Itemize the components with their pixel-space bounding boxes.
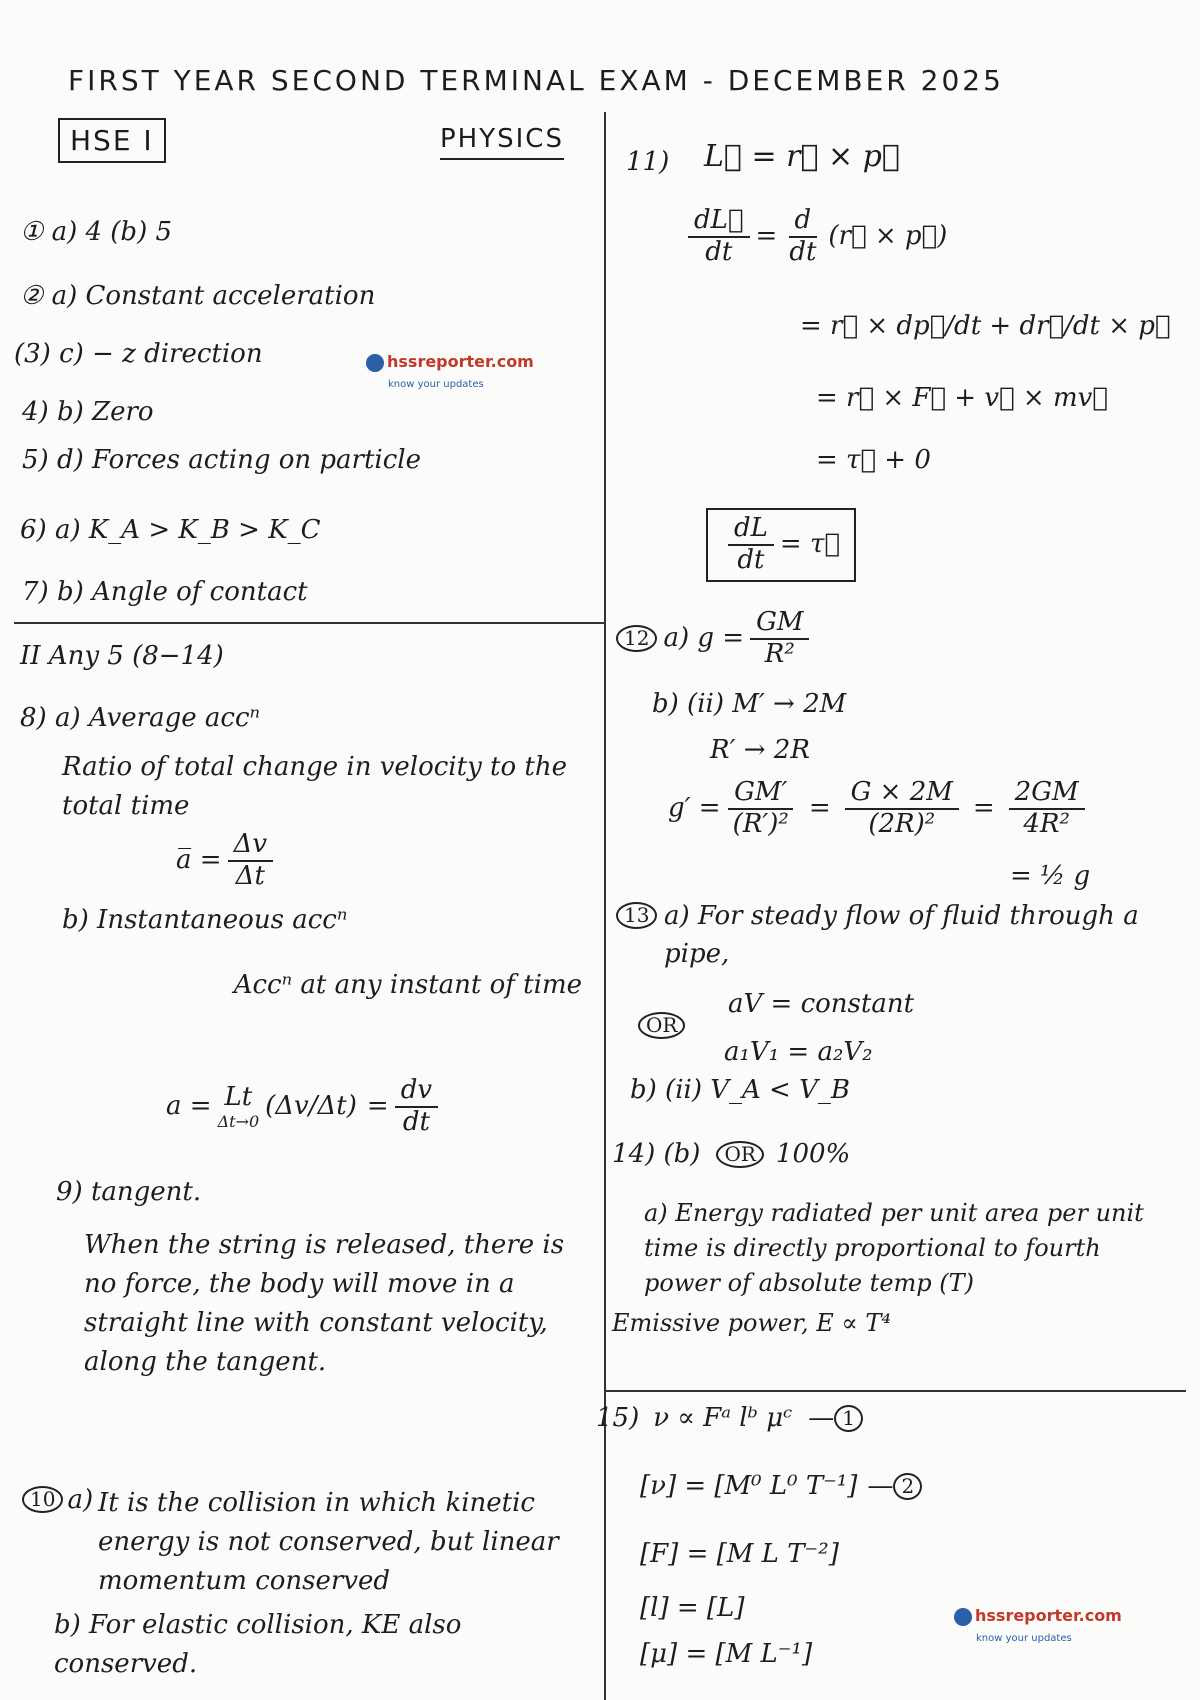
q8a-num: Δv <box>228 830 273 862</box>
q11-line1: L⃗ = r⃗ × p⃗ <box>704 139 900 174</box>
q14a-emissive: Emissive power, E ∝ T⁴ <box>612 1309 891 1337</box>
q11-line5: = τ⃗ + 0 <box>816 445 931 475</box>
q12b-frac3 <box>1009 778 1085 840</box>
q11-eq1-tail: (r⃗ × p⃗) <box>828 220 948 251</box>
q8b-num: dv <box>395 1076 438 1108</box>
q13-number: 13 <box>616 902 657 929</box>
q8b-limsub: Δt→0 <box>217 1111 260 1131</box>
q12b-frac2 <box>845 778 959 840</box>
q10a-label: a) <box>67 1485 94 1515</box>
q8b-heading: b) Instantaneous accⁿ <box>62 905 348 935</box>
q11-frac-den: dt <box>705 236 733 267</box>
q11-eq1-den: dt <box>789 236 817 267</box>
q11-line3: = r⃗ × dp⃗/dt + dr⃗/dt × p⃗ <box>800 311 1171 341</box>
q15-c1: 1 <box>834 1405 863 1432</box>
q8b-den: dt <box>402 1106 430 1137</box>
q14-heading <box>612 1140 850 1170</box>
q13-eq2: a₁V₁ = a₂V₂ <box>724 1037 873 1067</box>
q8a-formula-lhs: a̅ = <box>176 844 222 875</box>
board-box: HSE I <box>58 118 166 163</box>
answer-q3: (3) c) − z direction <box>14 339 263 369</box>
q8a-formula <box>176 830 279 892</box>
answer-q7: 7) b) Angle of contact <box>22 577 308 607</box>
q8b-limit <box>218 1083 260 1131</box>
q10b-text: b) For elastic collision, KE also conserved. <box>54 1610 462 1679</box>
q12b-f3n: 2GM <box>1009 778 1085 810</box>
q8b-fraction <box>395 1076 438 1138</box>
answer-q6: 6) a) K_A > K_B > K_C <box>20 515 321 545</box>
q12b-frac1 <box>727 778 795 840</box>
q12-number: 12 <box>616 625 657 652</box>
q15-dim-nu: [ν] = [M⁰ L⁰ T⁻¹] <box>640 1471 858 1501</box>
q8b-lim: Lt <box>224 1081 253 1112</box>
q12b-f3d: 4R² <box>1023 808 1070 839</box>
watermark-tag: know your updates <box>388 378 484 390</box>
q8b-eq: = <box>366 1090 389 1121</box>
q13-eq1: aV = constant <box>728 989 915 1019</box>
q15-dim-f: [F] = [M L T⁻²] <box>640 1539 839 1569</box>
watermark-icon-bottom <box>954 1608 972 1626</box>
watermark-site-bottom: hssreporter.com <box>975 1606 1122 1625</box>
q12b-lhs: g′ = <box>668 792 721 823</box>
q15-dim-l: [l] = [L] <box>640 1593 745 1623</box>
q11-box-num: dL <box>728 514 774 546</box>
q13-or-badge: OR <box>638 1012 685 1039</box>
q12b-eq2: = <box>972 792 995 823</box>
answer-q5: 5) d) Forces acting on particle <box>22 445 422 475</box>
q13a-text: a) For steady flow of fluid through a pipe, <box>664 901 1139 969</box>
q12b-line1: b) (ii) M′ → 2M <box>652 689 847 719</box>
answer-q1: ① a) 4 (b) 5 <box>20 217 173 247</box>
q8a-den: Δt <box>235 860 265 891</box>
q14a-text: a) Energy radiated per unit area per unit time is directly proportional to fourth power of absolute temp (T) <box>644 1199 1144 1297</box>
q12a-frac <box>750 608 809 670</box>
q15-line2 <box>640 1472 922 1502</box>
watermark-icon <box>366 354 384 372</box>
q12a-num: GM <box>750 608 809 640</box>
q12b-f2d: (2R)² <box>868 808 936 839</box>
q13-or <box>638 1010 685 1040</box>
q11-line2 <box>682 206 947 268</box>
q12b-result: = ½ g <box>1010 861 1091 891</box>
q12a-den: R² <box>764 638 795 669</box>
q11-label: 11) <box>626 147 670 177</box>
q8a-definition: Ratio of total change in velocity to the total time <box>62 752 567 821</box>
left-horizontal-divider <box>14 622 604 624</box>
q11-eq-sign: = <box>755 220 778 251</box>
q12a-lhs: a) g = <box>663 622 745 653</box>
q14-value: 100% <box>775 1139 851 1169</box>
q12b-f2n: G × 2M <box>845 778 959 810</box>
q12b-f1d: (R′)² <box>732 808 789 839</box>
q11-eq1-num: d <box>789 206 818 238</box>
q12b-line2: R′ → 2R <box>710 735 810 765</box>
vertical-divider <box>604 112 606 1700</box>
watermark-site: hssreporter.com <box>387 352 534 371</box>
subject-title: PHYSICS <box>440 124 564 160</box>
q9-text: When the string is released, there is no force, the body will move in a straight line with constant velocity, along the tangent. <box>84 1230 565 1377</box>
q8a-fraction <box>228 830 273 892</box>
exam-title: FIRST YEAR SECOND TERMINAL EXAM - DECEMBER 2025 <box>68 64 1004 97</box>
q11-result-box <box>706 508 856 582</box>
section2-heading: II Any 5 (8−14) <box>20 641 224 671</box>
q10a-text: It is the collision in which kinetic energy is not conserved, but linear momentum conserved <box>98 1488 559 1596</box>
q10-number: 10 <box>22 1486 63 1513</box>
q11-box-frac <box>728 514 774 576</box>
q14-head: 14) (b) <box>612 1139 701 1169</box>
q15-label: 15) <box>596 1403 640 1433</box>
q12b-formula <box>668 778 1091 840</box>
q8b-formula <box>166 1076 444 1138</box>
watermark-tag-bottom: know your updates <box>976 1632 1072 1644</box>
q14-or-badge: OR <box>716 1141 763 1168</box>
q11-box-den: dt <box>737 544 765 575</box>
q15-relation: ν ∝ Fᵃ lᵇ μᶜ <box>653 1403 793 1433</box>
q15-line1 <box>596 1404 863 1434</box>
q13-heading <box>616 902 657 929</box>
q15-c2: 2 <box>893 1473 922 1500</box>
q11-frac-num: dL⃗ <box>688 206 750 238</box>
q8b-lhs: a = <box>166 1090 212 1121</box>
q12b-f1n: GM′ <box>728 778 793 810</box>
q8a-heading: 8) a) Average accⁿ <box>20 703 261 733</box>
q12a <box>616 608 815 670</box>
answer-q4: 4) b) Zero <box>22 397 154 427</box>
q11-box-rhs: = τ⃗ <box>779 528 840 559</box>
watermark-logo-bottom <box>954 1606 1122 1645</box>
q12b-eq1: = <box>808 792 831 823</box>
q15-eq2-marker: — <box>867 1471 894 1501</box>
watermark-logo <box>366 352 534 391</box>
q11-line4: = r⃗ × F⃗ + v⃗ × mv⃗ <box>816 383 1108 413</box>
q11-frac-d <box>783 206 822 268</box>
q15-dim-mu: [μ] = [M L⁻¹] <box>640 1639 813 1669</box>
q9-heading: 9) tangent. <box>56 1177 202 1207</box>
q15-eq1-marker: — <box>808 1403 835 1433</box>
q11-frac-dl <box>688 206 750 268</box>
q10a-block <box>22 1486 93 1516</box>
answer-q2: ② a) Constant acceleration <box>20 281 376 311</box>
q8b-paren: (Δv/Δt) <box>265 1090 357 1121</box>
q13b: b) (ii) V_A < V_B <box>630 1075 850 1105</box>
right-horizontal-divider <box>606 1390 1186 1392</box>
q8b-definition: Accⁿ at any instant of time <box>233 970 582 1000</box>
